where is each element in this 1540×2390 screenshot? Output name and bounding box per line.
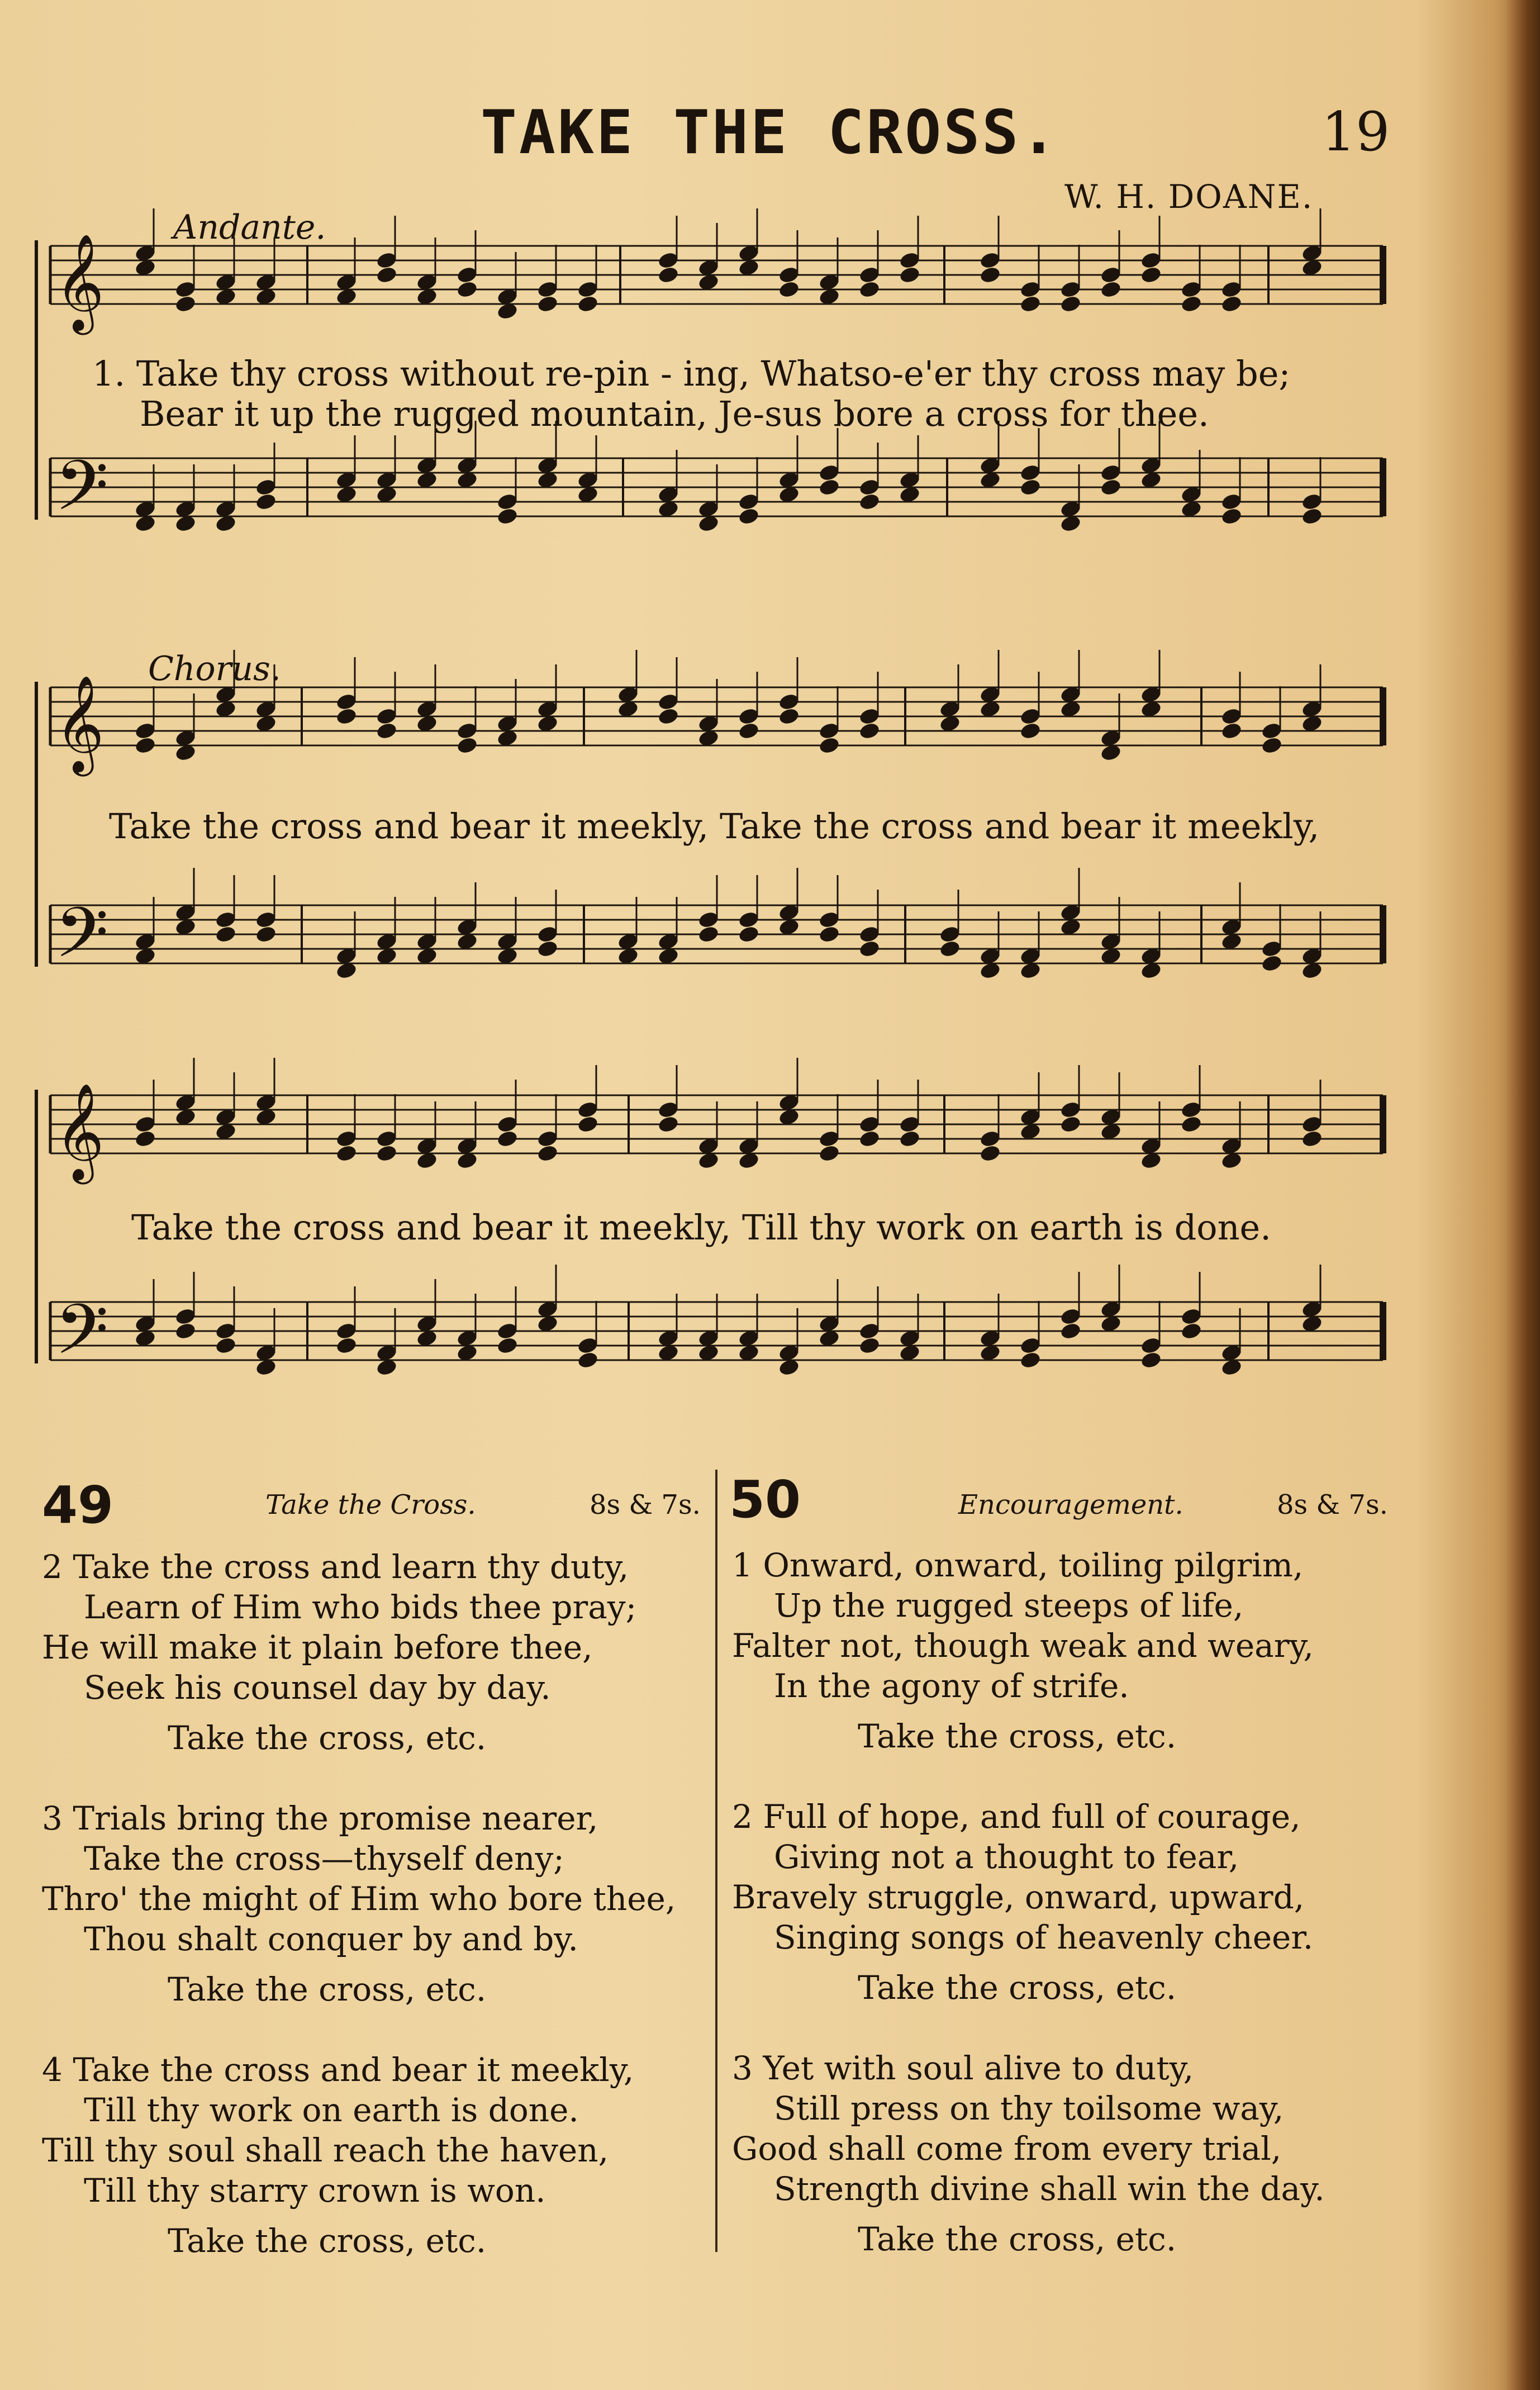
lyric-line-1: 1. Take thy cross without re-pin - ing, Whatso-e'er thy cross may be;	[92, 353, 1291, 394]
note-head	[134, 1129, 156, 1148]
hymn-title-50: Encouragement.	[958, 1489, 1183, 1521]
note-head	[577, 1115, 599, 1134]
note-head	[1100, 280, 1122, 299]
note-head	[818, 478, 840, 497]
note-head	[979, 1144, 1001, 1163]
note-head	[1140, 265, 1162, 284]
note-head	[738, 925, 760, 944]
note-head	[376, 265, 398, 284]
hymn-50-verse-3: 3 Yet with soul alive to duty, Still press on thy toilsome way, Good shall come from every trial, Strength divine shall win the day. Take the cross, etc.	[732, 2049, 1325, 2258]
note-head	[979, 265, 1001, 284]
note-head	[1059, 1322, 1082, 1341]
lyric-line-2: Bear it up the rugged mountain, Je-sus bore a cross for thee.	[140, 393, 1209, 434]
hymn-49-verse-3: 3 Trials bring the promise nearer, Take the cross—thyself deny; Thro' the might of Him who bore thee, Thou shalt conquer by and by. Take the cross, etc.	[42, 1799, 676, 2008]
note-head	[1261, 954, 1283, 973]
note-head	[335, 1144, 358, 1163]
note-head	[1180, 1115, 1202, 1134]
note-head	[255, 492, 277, 511]
note-head	[1301, 1129, 1323, 1148]
treble-clef: 𝄞	[55, 1083, 104, 1180]
note-head	[577, 294, 599, 313]
note-head	[496, 1129, 519, 1148]
note-head	[1100, 478, 1122, 497]
hymn-number-49: 49	[42, 1475, 114, 1535]
note-head	[1019, 478, 1042, 497]
note-head	[174, 294, 197, 313]
note-head	[536, 939, 559, 958]
hymn-50-verse-1: 1 Onward, onward, toiling pilgrim, Up the rugged steeps of life, Falter not, though weak and weary, In the agony of strife. Take the cross, etc.	[732, 1546, 1314, 1755]
page-number: 19	[1322, 101, 1390, 163]
note-head	[738, 721, 760, 740]
note-head	[376, 1144, 398, 1163]
note-head	[1180, 1322, 1202, 1341]
note-head	[255, 925, 277, 944]
page-title: TAKE THE CROSS.	[481, 98, 1059, 168]
note-head	[456, 736, 478, 755]
chorus-label: Chorus.	[148, 649, 281, 688]
note-head	[1059, 294, 1082, 313]
note-head	[858, 939, 881, 958]
note-head	[697, 925, 720, 944]
hymn-meter-49: 8s & 7s.	[590, 1489, 701, 1521]
note-head	[536, 1144, 559, 1163]
note-head	[456, 280, 478, 299]
note-head	[818, 925, 840, 944]
note-head	[858, 280, 881, 299]
note-head	[899, 265, 921, 284]
note-head	[858, 1336, 881, 1355]
note-head	[174, 1322, 197, 1341]
treble-clef: 𝄞	[55, 234, 104, 331]
hymn-49-verse-4: 4 Take the cross and bear it meekly, Till thy work on earth is done. Till thy soul shall reach the haven, Till thy starry crown is won. Take the cross, etc.	[42, 2051, 634, 2260]
note-head	[818, 1144, 840, 1163]
bass-clef: 𝄢	[55, 1290, 109, 1387]
note-head	[335, 707, 358, 726]
bass-clef: 𝄢	[55, 446, 109, 543]
note-head	[858, 1129, 881, 1148]
note-head	[134, 736, 156, 755]
note-head	[577, 1351, 599, 1370]
note-head	[1220, 721, 1243, 740]
composer-credit: W. H. DOANE.	[1064, 178, 1314, 216]
note-head	[738, 507, 760, 526]
note-head	[818, 736, 840, 755]
note-head	[657, 265, 679, 284]
bass-clef: 𝄢	[55, 893, 109, 990]
note-head	[858, 492, 881, 511]
note-head	[1019, 721, 1042, 740]
note-head	[657, 707, 679, 726]
hymn-meter-50: 8s & 7s.	[1277, 1489, 1388, 1521]
column-divider	[715, 1470, 717, 2252]
note-head	[778, 707, 800, 726]
note-head	[1059, 1115, 1082, 1134]
chorus-lyric-2: Take the cross and bear it meekly, Till thy work on earth is done.	[131, 1207, 1271, 1248]
hymn-title-49: Take the Cross.	[265, 1489, 476, 1521]
note-head	[376, 721, 398, 740]
note-head	[1180, 294, 1202, 313]
note-head	[657, 1115, 679, 1134]
note-head	[939, 939, 961, 958]
note-head	[1019, 294, 1042, 313]
note-head	[496, 1336, 519, 1355]
note-head	[1261, 736, 1283, 755]
treble-clef: 𝄞	[55, 675, 104, 772]
note-head	[1140, 1351, 1162, 1370]
note-head	[215, 925, 237, 944]
hymn-50-verse-2: 2 Full of hope, and full of courage, Giving not a thought to fear, Bravely struggle, onward, upward, Singing songs of heavenly cheer. Take the cross, etc.	[732, 1798, 1314, 2007]
note-head	[496, 507, 519, 526]
note-head	[536, 294, 559, 313]
note-head	[335, 1336, 358, 1355]
note-head	[1301, 507, 1323, 526]
note-head	[1220, 294, 1243, 313]
hymn-49-verse-2: 2 Take the cross and learn thy duty, Learn of Him who bids thee pray; He will make it plain before thee, Seek his counsel day by day. Take the cross, etc.	[42, 1548, 637, 1757]
hymn-number-50: 50	[729, 1470, 801, 1529]
note-head	[858, 721, 881, 740]
note-head	[778, 280, 800, 299]
note-head	[1019, 1351, 1042, 1370]
note-head	[215, 1336, 237, 1355]
tempo-marking: Andante.	[173, 208, 326, 247]
note-head	[1220, 507, 1243, 526]
note-head	[899, 1129, 921, 1148]
chorus-lyric-1: Take the cross and bear it meekly, Take the cross and bear it meekly,	[109, 806, 1320, 847]
